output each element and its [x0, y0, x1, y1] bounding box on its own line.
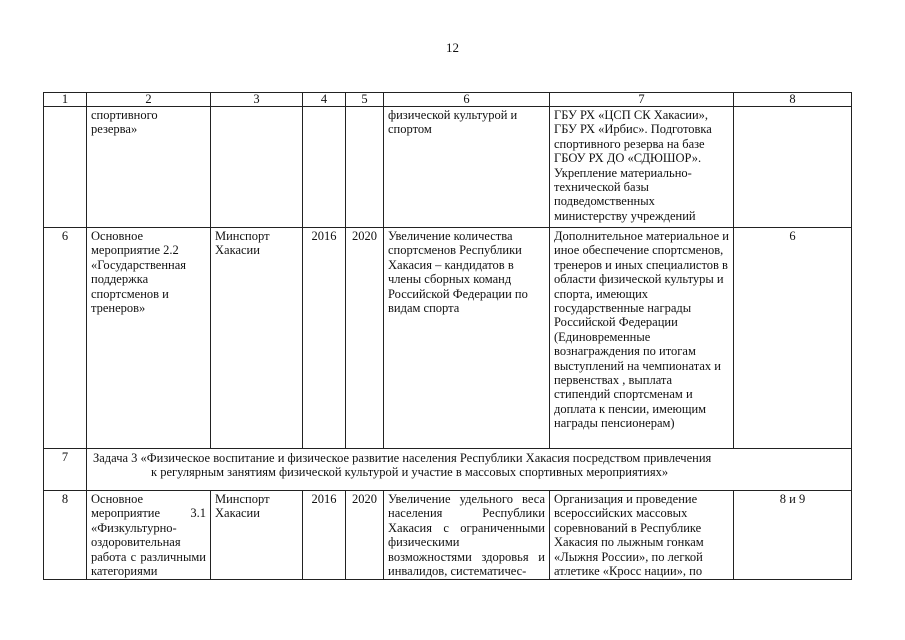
- row-number-cell: 7: [44, 449, 87, 491]
- expected-result-cell: Увеличение количества спортсменов Республики Хакасия – кандидатов в члены сборных команд Российской Федерации по видам спорта: [384, 228, 550, 449]
- header-cell: 5: [346, 93, 384, 107]
- row-number-cell: 6: [44, 228, 87, 449]
- table-row-7-task: [44, 449, 852, 491]
- table-row-continuation: [44, 107, 852, 228]
- header-row: [44, 93, 852, 107]
- main-directions-cell: Организация и проведение всероссийских массовых соревнований в Республике Хакасия по лыжным гонкам «Лыжня России», по легкой атлетике «Кросс нации», по: [550, 491, 734, 580]
- header-cell: 2: [87, 93, 211, 107]
- activity-name-cell: Основное мероприятие 2.2 «Государственная поддержка спортсменов и тренеров»: [87, 228, 211, 449]
- page-number: 12: [446, 40, 459, 55]
- start-year-cell: 2016: [303, 491, 346, 580]
- indicator-link-cell: 8 и 9: [734, 491, 852, 580]
- start-year-cell: 2016: [303, 228, 346, 449]
- row-number-cell: 8: [44, 491, 87, 580]
- indicator-link-cell: 6: [734, 228, 852, 449]
- executor-cell: [211, 107, 303, 228]
- expected-result-cell: физической культурой и спортом: [384, 107, 550, 228]
- header-cell: 6: [384, 93, 550, 107]
- start-year-cell: [303, 107, 346, 228]
- task-cell: [87, 449, 852, 491]
- task-line-2: к регулярным занятиям физической культурой и участие в массовых спортивных мероприятиях»: [151, 465, 669, 480]
- row-number-cell: [44, 107, 87, 228]
- header-cell: 4: [303, 93, 346, 107]
- header-cell: 7: [550, 93, 734, 107]
- expected-result-cell: Увеличение удельного веса населения Республики Хакасия с ограниченными физическими возможностями здоровья и инвалидов, систематичес-: [384, 491, 550, 580]
- table-row-8: [44, 491, 852, 580]
- main-directions-cell: Дополнительное материальное и иное обеспечение спортсменов, тренеров и иных специалистов в области физической культуры и спорта, имеющих государственные награды Российской Федерации (Единовременные вознаграждения по итогам выступлений на чемпионатах и первенствах , выплата стипендий спортсменам и доплата к пенсии, имеющим награды пенсионерам): [550, 228, 734, 449]
- end-year-cell: [346, 107, 384, 228]
- end-year-cell: 2020: [346, 491, 384, 580]
- header-cell: 3: [211, 93, 303, 107]
- end-year-cell: 2020: [346, 228, 384, 449]
- header-cell: 1: [44, 93, 87, 107]
- activity-name-cell: спортивного резерва»: [87, 107, 211, 228]
- header-cell: 8: [734, 93, 852, 107]
- main-directions-cell: ГБУ РХ «ЦСП СК Хакасии», ГБУ РХ «Ирбис». Подготовка спортивного резерва на базе ГБОУ РХ ДО «СДЮШОР». Укрепление материально-технической базы подведомственных министерству учреждений: [550, 107, 734, 228]
- executor-cell: Минспорт Хакасии: [211, 491, 303, 580]
- table-row-6: [44, 228, 852, 449]
- program-table: [43, 92, 852, 580]
- activity-name-cell: Основное мероприятие 3.1 «Физкультурно-оздоровительная работа с различными категориями: [87, 491, 211, 580]
- executor-cell: Минспорт Хакасии: [211, 228, 303, 449]
- indicator-link-cell: [734, 107, 852, 228]
- task-line-1: Задача 3 «Физическое воспитание и физическое развитие населения Республики Хакасия посредством привлечения: [93, 451, 712, 465]
